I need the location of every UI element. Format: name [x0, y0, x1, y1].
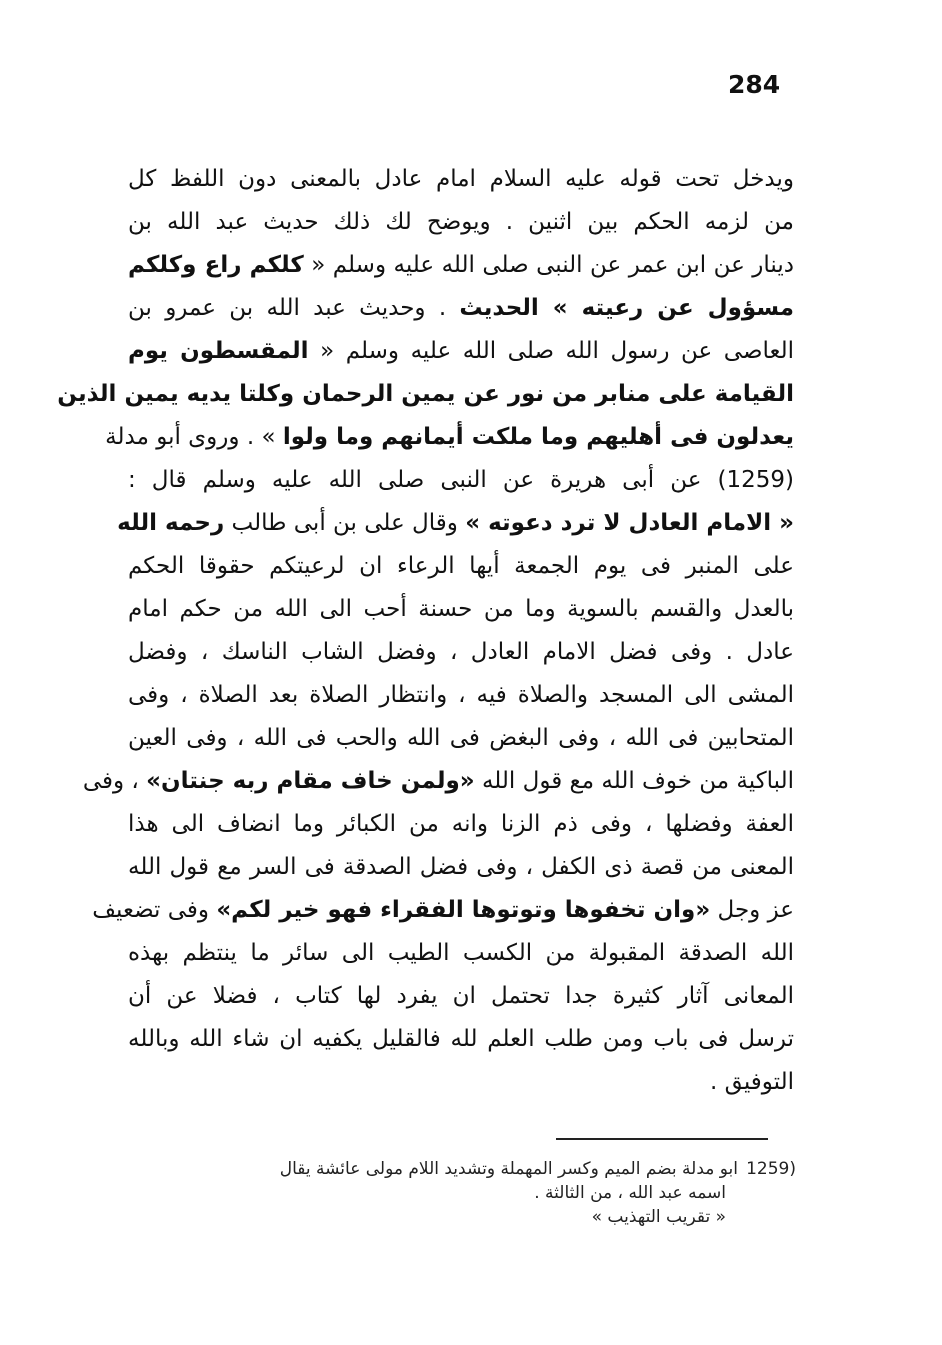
footnote-separator	[556, 1138, 768, 1140]
footnote-line: اسمه عبد الله ، من الثالثة .	[534, 1183, 726, 1203]
text-line	[128, 244, 794, 287]
text-segment: العفة وفضلها ، وفى ذم الزنا وانه من الكبائر وما انضاف الى هذا	[128, 811, 794, 837]
text-segment: الله الصدقة المقبولة من الكسب الطيب الى سائر ما ينتظم بهذه	[128, 940, 794, 966]
text-line	[128, 201, 794, 244]
bold-segment: المقسطون يوم	[128, 338, 309, 364]
text-segment: العاصى عن رسول الله صلى الله عليه وسلم «	[308, 338, 794, 364]
text-line	[128, 975, 794, 1018]
bold-segment: مسؤول عن رعيته » الحديث	[459, 295, 794, 321]
bold-segment: «ولمن خاف مقام ربه جنتان»	[146, 768, 475, 794]
text-line	[128, 674, 794, 717]
footnote-text: ابو مدلة بضم الميم وكسر المهملة وتشديد اللام مولى عائشة يقال	[279, 1159, 738, 1179]
text-line	[128, 158, 794, 201]
text-segment: ، وفى	[82, 768, 147, 794]
text-segment: المعانى آثار كثيرة جدا تحتمل ان يفرد لها كتاب ، فضلا عن أن	[128, 983, 794, 1009]
text-segment: المتحابين فى الله ، وفى البغض فى الله والحب فى الله ، وفى العين	[128, 725, 794, 751]
text-segment: وفى تضعيف	[92, 897, 217, 923]
bold-segment: « الامام العادل لا ترد دعوته »	[465, 510, 794, 536]
page-number: 284	[728, 70, 781, 99]
text-segment: عادل . وفى فضل الامام العادل ، وفضل الشاب الناسك ، وفضل	[128, 639, 794, 665]
footnote-number: (1259	[746, 1159, 796, 1179]
bold-segment: كلكم راع وكلكم	[128, 252, 304, 278]
text-segment: » . وروى أبو مدلة	[105, 424, 283, 450]
text-segment: المشى الى المسجد والصلاة فيه ، وانتظار الصلاة بعد الصلاة ، وفى	[128, 682, 794, 708]
text-line	[117, 502, 794, 545]
text-segment: (1259) عن أبى هريرة عن النبى صلى الله عليه وسلم قال :	[128, 467, 794, 493]
text-line	[128, 717, 794, 760]
text-line	[128, 846, 794, 889]
text-segment: الباكية من خوف الله مع قول الله	[474, 768, 794, 794]
text-segment: . وحديث عبد الله بن عمرو بن	[128, 295, 460, 321]
bold-segment: القيامة على منابر من نور عن يمين الرحمان وكلتا يديه يمين الذين	[57, 381, 794, 407]
text-line	[105, 416, 794, 459]
body-text	[57, 158, 794, 1104]
text-segment: وقال على بن أبى طالب	[224, 510, 466, 536]
text-line	[128, 631, 794, 674]
footnote	[132, 1157, 796, 1229]
bold-segment: رحمه الله	[117, 510, 225, 536]
text-segment: بالعدل والقسم بالسوية وما من حسنة أحب الى الله من حكم امام	[128, 596, 794, 622]
text-segment: ترسل فى باب ومن طلب العلم لله فالقليل يكفيه ان شاء الله وبالله	[128, 1026, 794, 1052]
footnote-line	[132, 1157, 796, 1181]
text-segment: التوفيق .	[710, 1069, 794, 1095]
bold-segment: «وان تخفوها وتوتوها الفقراء فهو خير لكم»	[216, 897, 711, 923]
text-segment: من لزمه الحكم بين اثنين . ويوضح لك ذلك حديث عبد الله بن	[128, 209, 794, 235]
bold-segment: يعدلون فى أهليهم وما ملكت أيمانهم وما ولوا	[282, 424, 794, 450]
text-line	[128, 330, 794, 373]
text-line	[128, 287, 794, 330]
text-segment: عز وجل	[710, 897, 794, 923]
text-line	[128, 459, 794, 502]
text-line	[128, 545, 794, 588]
text-segment: دينار عن ابن عمر عن النبى صلى الله عليه وسلم «	[303, 252, 794, 278]
text-line	[92, 889, 794, 932]
text-segment: المعنى من قصة ذى الكفل ، وفى فضل الصدقة فى السر مع قول الله	[128, 854, 794, 880]
text-line	[128, 803, 794, 846]
footnote-source: « تقريب التهذيب »	[591, 1207, 726, 1227]
text-line	[82, 760, 794, 803]
text-line	[128, 1018, 794, 1061]
text-line	[57, 373, 794, 416]
text-line	[128, 588, 794, 631]
text-line	[128, 1061, 794, 1104]
text-line	[128, 932, 794, 975]
text-segment: ويدخل تحت قوله عليه السلام امام عادل بالمعنى دون اللفظ كل	[128, 166, 794, 192]
text-segment: على المنبر فى يوم الجمعة أيها الرعاء ان لرعيتكم حقوقا الحكم	[128, 553, 794, 579]
